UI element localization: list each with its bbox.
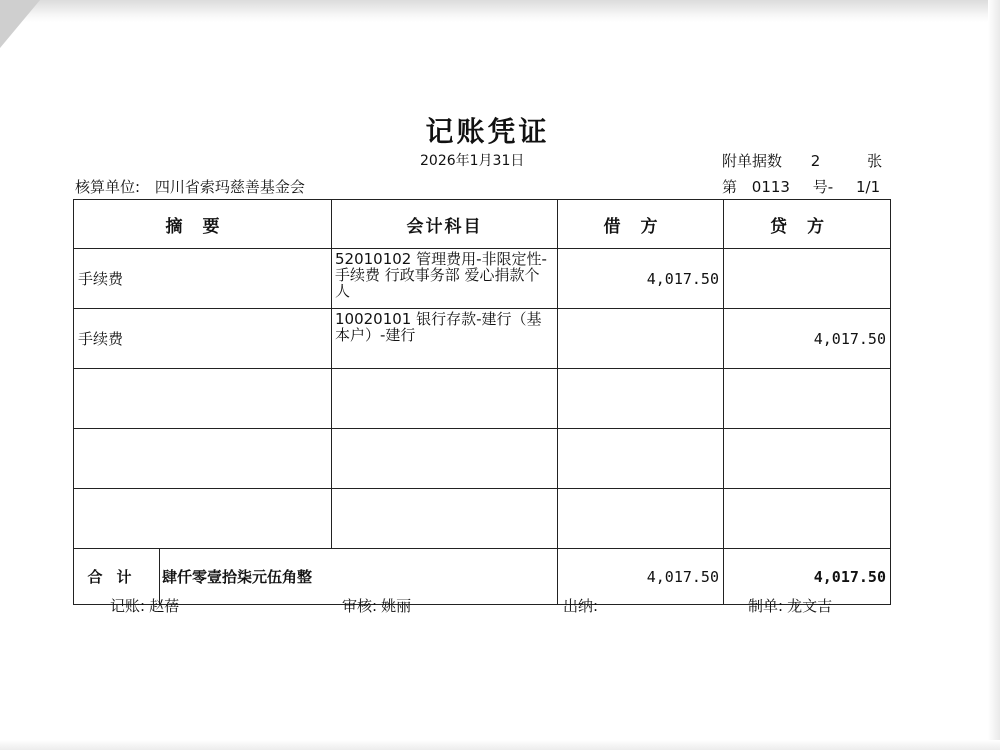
total-amount-words: 肆仟零壹拾柒元伍角整: [160, 549, 558, 605]
bookkeeper-label: 记账:: [110, 597, 146, 615]
subject-cell: [332, 369, 558, 429]
credit-header: 贷方: [724, 200, 891, 249]
cashier-label: 出纳:: [563, 597, 599, 615]
voucher-number-value: 0113: [751, 178, 790, 196]
voucher-date: 2026年1月31日: [420, 153, 525, 169]
total-label: 合计: [74, 549, 160, 605]
attachments-count: 2: [810, 152, 821, 170]
summary-cell: [74, 369, 332, 429]
table-row: [74, 429, 891, 489]
accounting-unit: [75, 176, 305, 197]
preparer: [748, 595, 832, 616]
voucher-number: [722, 176, 880, 197]
bookkeeper: [110, 595, 179, 616]
reviewer-label: 审核:: [342, 597, 378, 615]
debit-header: 借方: [558, 200, 724, 249]
subject-cell: [332, 489, 558, 549]
debit-cell: [558, 489, 724, 549]
document-title: 记账凭证: [425, 115, 550, 148]
unit-name: 四川省索玛慈善基金会: [154, 178, 305, 196]
folded-corner: [0, 0, 40, 48]
table-row: [74, 369, 891, 429]
unit-label: 核算单位:: [75, 178, 141, 196]
table-row: [74, 309, 891, 369]
table-row: [74, 489, 891, 549]
subject-cell: 10020101 银行存款-建行（基本户）-建行: [332, 309, 558, 369]
debit-cell: [558, 429, 724, 489]
credit-cell: 4,017.50: [724, 309, 891, 369]
summary-cell: 手续费: [74, 309, 332, 369]
subject-cell: [332, 429, 558, 489]
attachments-info: [722, 150, 882, 171]
voucher-page: 1/1: [855, 178, 881, 196]
subject-header: 会计科目: [332, 200, 558, 249]
voucher-table: [73, 199, 891, 605]
summary-header: 摘要: [74, 200, 332, 249]
reviewer: [342, 595, 411, 616]
summary-cell: 手续费: [74, 249, 332, 309]
voucher-number-prefix: 第: [722, 178, 738, 196]
scan-edge-bottom: [0, 740, 1000, 750]
table-row: [74, 249, 891, 309]
debit-cell: 4,017.50: [558, 249, 724, 309]
voucher-number-suffix: 号-: [812, 178, 834, 196]
summary-cell: [74, 429, 332, 489]
reviewer-name: 姚丽: [381, 597, 412, 615]
scan-edge-right: [988, 0, 1000, 750]
table-header-row: [74, 200, 891, 249]
bookkeeper-name: 赵蓓: [149, 597, 180, 615]
credit-cell: [724, 429, 891, 489]
total-credit: 4,017.50: [724, 549, 891, 605]
credit-cell: [724, 369, 891, 429]
cashier: [563, 595, 602, 616]
attachments-label: 附单据数: [722, 152, 783, 170]
debit-cell: [558, 309, 724, 369]
scan-edge-top: [0, 0, 1000, 22]
summary-cell: [74, 489, 332, 549]
total-debit: 4,017.50: [558, 549, 724, 605]
credit-cell: [724, 489, 891, 549]
preparer-label: 制单:: [748, 597, 784, 615]
attachments-unit: 张: [867, 152, 883, 170]
credit-cell: [724, 249, 891, 309]
preparer-name: 龙文吉: [787, 597, 833, 615]
debit-cell: [558, 369, 724, 429]
subject-cell: 52010102 管理费用-非限定性-手续费 行政事务部 爱心捐款个人: [332, 249, 558, 309]
